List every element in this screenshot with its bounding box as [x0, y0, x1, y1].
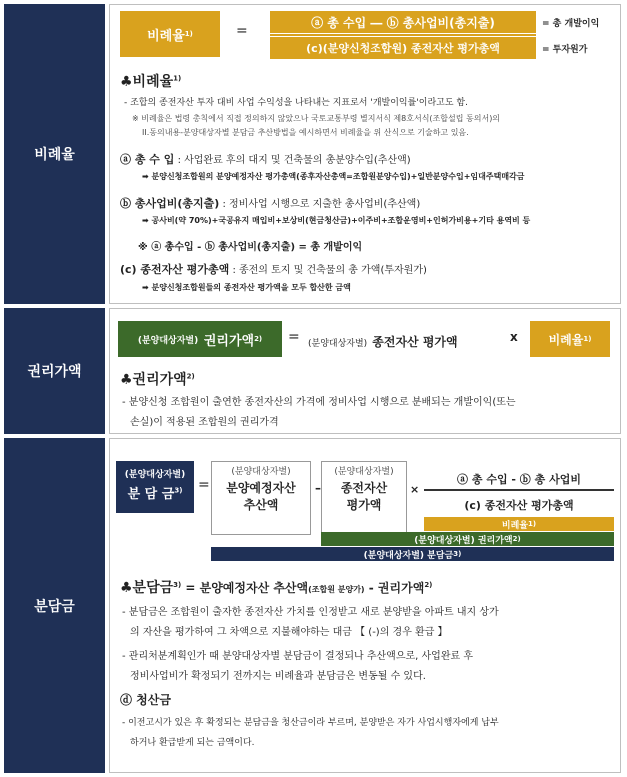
section-share [4, 438, 621, 773]
rights-middle-term [308, 331, 458, 350]
side-label-ratio: 비례율 [4, 4, 105, 304]
ratio-note-2: II.동의내용-분양대상자별 분담금 추산방법을 예시하면서 비례율을 위 산식으로 기술하고 있음. [142, 128, 469, 137]
ratio-b-line [120, 195, 420, 211]
share-p2b: 정비사업비가 확정되기 전까지는 비례율과 분담금은 변동될 수 있다. [130, 671, 426, 682]
rights-ratio-box [530, 321, 610, 357]
ratio-denominator-note: = 투자원가 [542, 45, 588, 55]
share-t1-small: (분양대상자별) [231, 467, 291, 477]
ratio-a-line [120, 151, 411, 167]
share-d-line-b: 하거나 환급받게 되는 금액이다. [130, 738, 255, 748]
share-frac-num: ⓐ 총 수입 - ⓑ 총 사업비 [424, 469, 614, 491]
share-bar-share-sup: 3) [453, 550, 462, 558]
rights-desc-2: 손실)이 적용된 조합원의 권리가격 [130, 417, 279, 428]
share-p2a: - 관리처분계획인가 때 분양대상자별 분담금이 결정되나 추산액으로, 사업완료 후 [122, 651, 473, 662]
share-frac-den: (c) 종전자산 평가총액 [464, 499, 574, 512]
rights-box-sup: 2) [254, 335, 263, 343]
rights-mid-small: (분양대상자별) [308, 339, 368, 349]
rights-content [109, 308, 621, 434]
share-t1-main-2: 추산액 [243, 498, 279, 512]
ratio-ab-note: ※ ⓐ 총수입 - ⓑ 총사업비(총지출) = 총 개발이익 [138, 242, 363, 253]
section-rights [4, 308, 621, 434]
rights-box-main: 권리가액 [203, 333, 255, 349]
rights-ratio-sup: 1) [583, 335, 592, 343]
share-equals: = [198, 477, 210, 493]
share-term-1 [211, 461, 311, 535]
rights-times: x [510, 330, 518, 344]
share-heading-small: (조합원 분양가) [308, 585, 365, 594]
ratio-c-desc: : 종전의 토지 및 건축물의 총 가액(투자원가) [232, 265, 427, 276]
ratio-formula-label [120, 11, 220, 57]
ratio-formula-label-text: 비례율 [147, 28, 185, 44]
ratio-denominator: (c)(분양신청조합원) 종전자산 평가총액 [270, 37, 536, 59]
ratio-desc: - 조합의 종전자산 투자 대비 사업 수익성을 나타내는 지표로서 '개발이익률'이라고도 함. [124, 98, 468, 108]
ratio-formula-sup: 1) [184, 30, 193, 38]
rights-formula-box [118, 321, 282, 357]
share-t2-main-2: 평가액 [346, 498, 382, 512]
share-bar-share [211, 547, 614, 561]
rights-heading-sup: 2) [186, 372, 195, 381]
ratio-heading-text: ♣비례율 [120, 74, 174, 90]
share-bar-rights [321, 532, 614, 546]
share-bar-rights-text: (분양대상자별) 권리가액 [414, 535, 513, 546]
rights-equals: = [288, 329, 300, 345]
ratio-b-desc: : 정비사업 시행으로 지출한 총사업비(추산액) [222, 199, 421, 210]
ratio-c-title: (c) 종전자산 평가총액 [120, 263, 230, 276]
ratio-heading [120, 71, 181, 91]
ratio-c-line [120, 261, 427, 277]
ratio-a-desc: : 사업완료 후의 대지 및 건축물의 총분양수입(추산액) [177, 155, 411, 166]
side-label-rights: 권리가액 [4, 308, 105, 434]
ratio-heading-sup: 1) [173, 74, 182, 83]
share-minus: – [315, 481, 321, 495]
share-box-main [116, 483, 194, 502]
share-times: × [410, 483, 420, 496]
share-formula-box [116, 461, 194, 513]
ratio-numerator: ⓐ 총 수입 ― ⓑ 총사업비(총지출) [270, 11, 536, 33]
share-heading-sup: 3) [173, 581, 182, 589]
rights-heading [120, 369, 195, 389]
ratio-b-title: ⓑ 총사업비(총지출) [120, 197, 220, 210]
rights-mid-main: 종전자산 평가액 [372, 335, 458, 349]
ratio-c-detail: ➡ 분양신청조합원들의 종전자산 평가액을 모두 합산한 금액 [142, 283, 351, 292]
share-bar-ratio [424, 517, 614, 531]
rights-desc-1: - 분양신청 조합원이 출연한 종전자산의 가격에 정비사업 시행으로 분배되는 개발이익(또는 [122, 397, 516, 408]
ratio-numerator-note: = 총 개발이익 [542, 19, 600, 29]
rights-heading-text: ♣권리가액 [120, 372, 187, 388]
ratio-note-1: ※ 비례율은 법령 총칙에서 직접 정의하지 않았으나 국토교통부령 별지서식 제8호서식(조합설립 동의서)의 [132, 114, 501, 123]
share-heading-tail: - 권리가액 [364, 581, 425, 595]
ratio-a-detail: ➡ 분양신청조합원의 분양예정자산 평가총액(종후자산총액=조합원분양수입)+일반분양수입+임대주택매각금 [142, 172, 525, 181]
ratio-content [109, 4, 621, 304]
share-heading-text: ♣분담금 [120, 580, 174, 596]
section-ratio [4, 4, 621, 304]
share-p1a: - 분담금은 조합원이 출자한 종전자산 가치를 인정받고 새로 분양받을 아파트 내지 상가 [122, 607, 499, 618]
side-label-share: 분담금 [4, 438, 105, 773]
share-heading-tail-sup: 2) [424, 581, 433, 589]
share-box-sup: 3) [174, 486, 183, 495]
ratio-a-title: ⓐ 총 수 입 [120, 153, 175, 166]
share-d-title: ⓓ 청산금 [120, 693, 171, 707]
share-bar-ratio-sup: 1) [528, 520, 537, 528]
ratio-b-detail: ➡ 공사비(약 70%)+국공유지 매입비+보상비(현금청산금)+이주비+조합운영비+인허가비용+기타 용역비 등 [142, 216, 531, 225]
share-bar-share-text: (분양대상자별) 분담금 [363, 550, 454, 561]
rights-ratio-text: 비례율 [548, 332, 584, 347]
share-p1b: 의 자산을 평가하여 그 차액으로 지불해야하는 대금 【 (-)의 경우 환급 】 [130, 627, 448, 638]
share-box-small: (분양대상자별) [124, 470, 186, 480]
share-box-main-text: 분 담 금 [127, 487, 175, 502]
share-bar-rights-sup: 2) [512, 535, 521, 543]
ratio-equals: = [236, 23, 248, 39]
share-d-line-a: - 이전고시가 있은 후 확정되는 분담금을 청산금이라 부르며, 분양받은 자가 사업시행자에게 납부 [122, 718, 499, 728]
rights-box-small: (분양대상자별) [137, 335, 199, 346]
share-heading-formula: = 분양예정자산 추산액 [181, 581, 309, 595]
share-t2-small: (분양대상자별) [334, 467, 394, 477]
share-heading [120, 577, 432, 597]
share-bar-ratio-text: 비례율 [501, 520, 528, 531]
share-t1-main-1: 분양예정자산 [226, 481, 296, 495]
share-t2-main-1: 종전자산 [340, 481, 388, 495]
share-term-2 [321, 461, 407, 535]
share-content [109, 438, 621, 773]
ratio-fraction-line [270, 34, 536, 36]
